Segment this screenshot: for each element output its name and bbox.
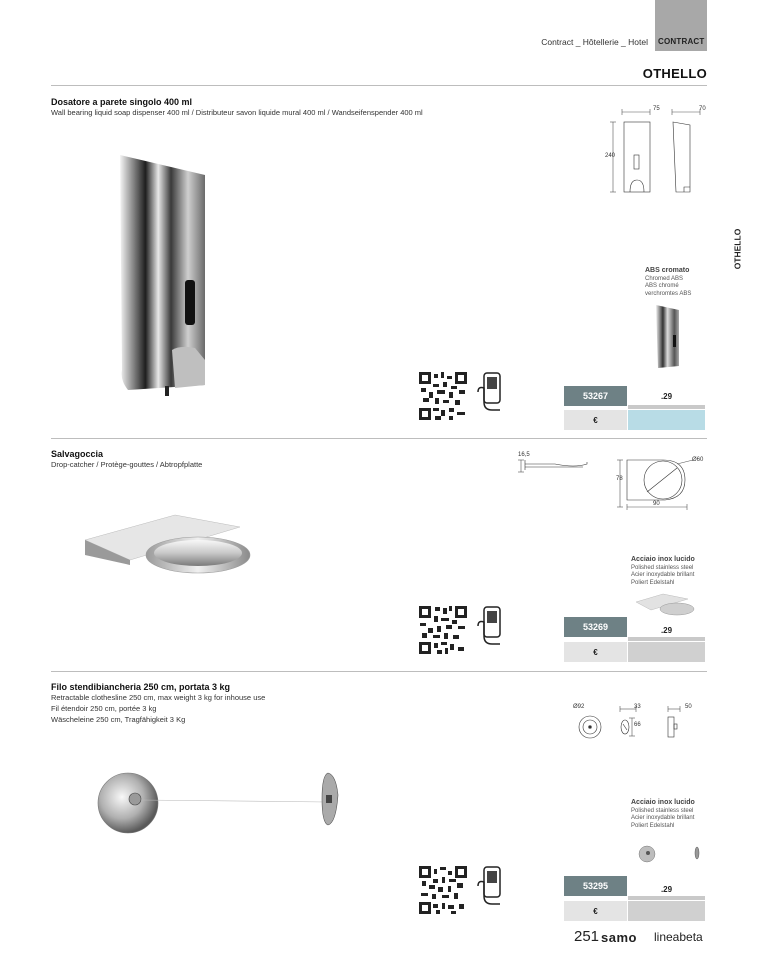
material-en: Chromed ABS (645, 275, 684, 282)
price-suffix: .29 (660, 884, 673, 894)
material-de: Poliert Edelstahl (631, 822, 675, 829)
material-en: Polished stainless steel (631, 564, 694, 571)
section-divider (51, 671, 707, 672)
qr-code-icon (419, 372, 467, 420)
dimension-label: 90 (653, 501, 660, 507)
material-info (645, 267, 691, 298)
price-suffix: .29 (660, 391, 673, 401)
material-en: Polished stainless steel (631, 807, 694, 814)
technical-drawing (515, 452, 710, 512)
dimension-label: 240 (605, 153, 616, 159)
drop-catcher-image (80, 505, 255, 585)
material-fr: Acier inoxydable brillant (631, 815, 695, 821)
header-tab-label: CONTRACT (658, 37, 705, 46)
product-title: Salvagoccia (51, 449, 104, 459)
material-info (631, 799, 695, 830)
material-name: Acciaio inox lucido (631, 799, 695, 806)
brand-sub: lineabeta (654, 930, 703, 944)
price-field (628, 642, 705, 662)
product-title: Dosatore a parete singolo 400 ml (51, 97, 193, 107)
material-de: Poliert Edelstahl (631, 579, 675, 586)
dimension-label: 16,5 (518, 452, 530, 458)
page-number: 251 (574, 928, 600, 945)
dimension-label: 75 (653, 106, 660, 112)
currency: € (564, 901, 627, 921)
price-stripe (628, 405, 705, 409)
section-divider (51, 438, 707, 439)
collection-title: OTHELLO (642, 66, 707, 81)
dimension-label: Ø92 (573, 704, 585, 710)
smartphone-scan-icon (476, 866, 506, 906)
material-fr: ABS chromé (645, 283, 679, 289)
price-field (628, 901, 705, 921)
header-tab (655, 0, 707, 51)
dimension-label: 70 (699, 106, 706, 112)
product-description: Fil étendoir 250 cm, portée 3 kg (51, 704, 157, 713)
material-fr: Acier inoxydable brillant (631, 572, 695, 578)
clothesline-image (90, 765, 350, 845)
product-code: 53269 (564, 617, 627, 637)
product-code: 53295 (564, 876, 627, 896)
dimension-label: 66 (634, 722, 641, 728)
product-description: Wäscheleine 250 cm, Tragfähigkeit 3 Kg (51, 715, 186, 724)
material-name: Acciaio inox lucido (631, 556, 695, 563)
header-category: Contract _ Hôtellerie _ Hotel (541, 37, 648, 47)
smartphone-scan-icon (476, 606, 506, 646)
price-stripe (628, 896, 705, 900)
price-suffix: .29 (660, 625, 673, 635)
qr-code-icon (419, 606, 467, 654)
technical-drawing (600, 105, 710, 200)
currency: € (564, 410, 627, 430)
qr-code-icon (419, 866, 467, 914)
product-description: Retractable clothesline 250 cm, max weight 3 kg for inhouse use (51, 693, 266, 702)
finish-thumbnail (653, 303, 683, 371)
product-title: Filo stendibiancheria 250 cm, portata 3 kg (51, 682, 231, 692)
product-description: Drop-catcher / Protège-gouttes / Abtropfplatte (51, 460, 203, 469)
smartphone-scan-icon (476, 372, 506, 412)
side-label (731, 222, 751, 282)
finish-thumbnail (635, 843, 705, 865)
price-field (628, 410, 705, 430)
dimension-label: Ø60 (692, 457, 704, 463)
currency: € (564, 642, 627, 662)
finish-thumbnail (633, 592, 695, 620)
material-name: ABS cromato (645, 267, 690, 274)
price-stripe (628, 637, 705, 641)
dimension-label: 78 (616, 476, 623, 482)
material-de: verchromtes ABS (645, 290, 692, 297)
product-description: Wall bearing liquid soap dispenser 400 ml / Distributeur savon liquide mural 400 ml / Wandseifenspender 400 ml (51, 108, 423, 117)
soap-dispenser-image (110, 150, 220, 410)
dimension-label: 50 (685, 704, 692, 710)
section-divider (51, 85, 707, 86)
material-info (631, 556, 695, 587)
dimension-label: 33 (634, 704, 641, 710)
brand-logo: samo (601, 930, 637, 945)
product-code: 53267 (564, 386, 627, 406)
side-label-text: OTHELLO (732, 228, 743, 270)
